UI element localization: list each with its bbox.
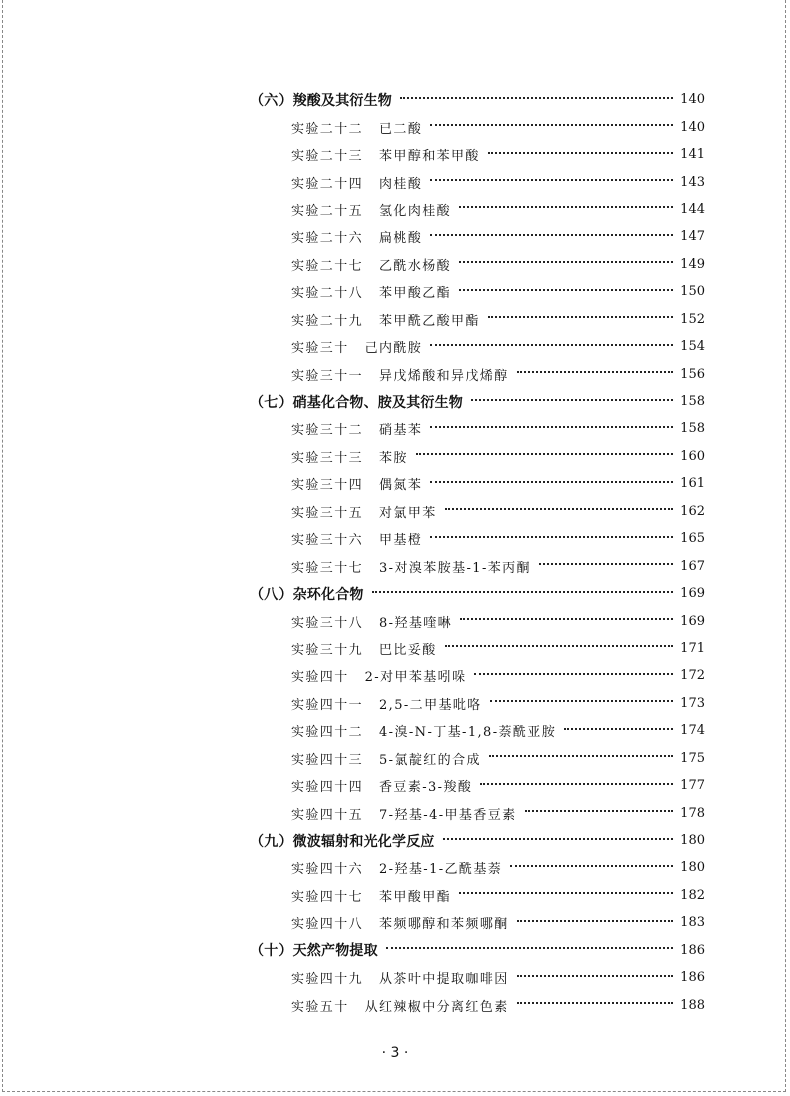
- experiment-title: 苯甲酸乙酯: [379, 286, 452, 302]
- page-ref: 188: [680, 997, 705, 1013]
- section-title: （九）微波辐射和光化学反应: [250, 833, 435, 850]
- experiment-title: 偶氮苯: [379, 478, 423, 494]
- page-ref: 186: [680, 970, 705, 986]
- dot-leader: [471, 399, 673, 401]
- experiment-title: 3-对溴苯胺基-1-苯丙酮: [379, 560, 531, 576]
- experiment-number: 实验二十四: [291, 176, 364, 192]
- dot-leader: [430, 344, 673, 346]
- toc-entry-row: [250, 607, 705, 634]
- experiment-title: 己内酰胺: [364, 341, 423, 357]
- page-ref: 149: [680, 256, 705, 272]
- page-ref: 178: [680, 805, 705, 821]
- dot-leader: [445, 508, 673, 510]
- experiment-number: 实验三十八: [291, 615, 364, 631]
- toc-entry-row: [250, 196, 705, 223]
- page-ref: 143: [680, 174, 705, 190]
- experiment-number: 实验四十: [291, 670, 349, 686]
- experiment-title: 2-对甲苯基吲哚: [364, 670, 467, 686]
- toc-entry-row: [250, 168, 705, 195]
- page-ref: 140: [680, 119, 705, 135]
- page-ref: 169: [680, 586, 705, 602]
- dot-leader: [372, 591, 673, 593]
- toc-section-row: [250, 86, 705, 113]
- experiment-number: 实验四十二: [291, 725, 364, 741]
- page-ref: 180: [680, 833, 705, 849]
- experiment-number: 实验二十六: [291, 231, 364, 247]
- dot-leader: [480, 783, 673, 785]
- experiment-title: 5-氯靛红的合成: [379, 752, 481, 768]
- page-ref: 158: [680, 421, 705, 437]
- page-ref: 141: [680, 147, 705, 163]
- experiment-number: 实验二十九: [291, 313, 364, 329]
- toc-entry-row: [250, 306, 705, 333]
- experiment-number: 实验三十: [291, 341, 349, 357]
- dot-leader: [430, 481, 673, 483]
- toc-entry-row: [250, 991, 705, 1018]
- page-ref: 162: [680, 503, 705, 519]
- page-ref: 182: [680, 887, 705, 903]
- dot-leader: [445, 645, 673, 647]
- toc-entry-row: [250, 772, 705, 799]
- experiment-title: 硝基苯: [379, 423, 423, 439]
- section-title: （十）天然产物提取: [250, 943, 378, 960]
- experiment-number: 实验三十九: [291, 642, 364, 658]
- experiment-number: 实验二十二: [291, 121, 364, 137]
- page-ref: 174: [680, 723, 705, 739]
- page-ref: 156: [680, 366, 705, 382]
- toc-entry-row: [250, 278, 705, 305]
- page-ref: 169: [680, 613, 705, 629]
- toc-entry-row: [250, 498, 705, 525]
- dot-leader: [517, 371, 673, 373]
- experiment-number: 实验四十五: [291, 807, 364, 823]
- toc-entry-row: [250, 251, 705, 278]
- toc-entry-row: [250, 552, 705, 579]
- page-ref: 158: [680, 394, 705, 410]
- toc-entry-row: [250, 799, 705, 826]
- page-ref: 180: [680, 860, 705, 876]
- dot-leader: [525, 810, 673, 812]
- toc-entry-row: [250, 854, 705, 881]
- experiment-number: 实验二十五: [291, 203, 364, 219]
- experiment-number: 实验四十六: [291, 862, 364, 878]
- toc-entry-row: [250, 745, 705, 772]
- experiment-number: 实验四十七: [291, 889, 364, 905]
- dot-leader: [564, 728, 673, 730]
- toc-entry-row: [250, 662, 705, 689]
- page-ref: 152: [680, 311, 705, 327]
- page-ref: 154: [680, 339, 705, 355]
- toc-section-row: [250, 937, 705, 964]
- experiment-title: 7-羟基-4-甲基香豆素: [379, 807, 517, 823]
- experiment-title: 氢化肉桂酸: [379, 203, 452, 219]
- page-ref: 173: [680, 695, 705, 711]
- dot-leader: [386, 947, 673, 949]
- experiment-number: 实验四十一: [291, 697, 364, 713]
- dot-leader: [474, 673, 673, 675]
- toc-entry-row: [250, 690, 705, 717]
- dot-leader: [430, 234, 673, 236]
- toc-entry-row: [250, 882, 705, 909]
- experiment-title: 8-羟基喹啉: [379, 615, 453, 631]
- page-number: · 3 ·: [381, 1045, 409, 1061]
- page-ref: 186: [680, 942, 705, 958]
- page-ref: 167: [680, 558, 705, 574]
- page-ref: 175: [680, 750, 705, 766]
- dot-leader: [460, 618, 673, 620]
- experiment-number: 实验二十七: [291, 258, 364, 274]
- experiment-title: 4-溴-N-丁基-1,8-萘酰亚胺: [379, 725, 557, 741]
- dot-leader: [459, 892, 673, 894]
- toc-entry-row: [250, 415, 705, 442]
- experiment-number: 实验五十: [291, 999, 349, 1015]
- experiment-title: 甲基橙: [379, 533, 423, 549]
- experiment-number: 实验三十六: [291, 533, 364, 549]
- page-ref: 150: [680, 284, 705, 300]
- section-title: （八）杂环化合物: [250, 586, 364, 603]
- section-title: （七）硝基化合物、胺及其衍生物: [250, 394, 463, 411]
- experiment-title: 苯胺: [379, 450, 408, 466]
- toc-entry-row: [250, 964, 705, 991]
- experiment-number: 实验四十八: [291, 917, 364, 933]
- dot-leader: [517, 1002, 673, 1004]
- toc-entry-row: [250, 223, 705, 250]
- toc-entry-row: [250, 443, 705, 470]
- dot-leader: [459, 261, 673, 263]
- dot-leader: [517, 920, 673, 922]
- experiment-number: 实验四十四: [291, 780, 364, 796]
- experiment-title: 巴比妥酸: [379, 642, 437, 658]
- table-of-contents: [250, 86, 705, 1019]
- page-ref: 161: [680, 476, 705, 492]
- toc-entry-row: [250, 360, 705, 387]
- page-ref: 144: [680, 201, 705, 217]
- experiment-number: 实验三十三: [291, 450, 364, 466]
- experiment-title: 对氯甲苯: [379, 505, 437, 521]
- dot-leader: [443, 838, 673, 840]
- dot-leader: [430, 426, 673, 428]
- experiment-title: 香豆素-3-羧酸: [379, 780, 473, 796]
- experiment-number: 实验三十五: [291, 505, 364, 521]
- dot-leader: [539, 563, 673, 565]
- toc-entry-row: [250, 635, 705, 662]
- experiment-number: 实验三十二: [291, 423, 364, 439]
- page-ref: 171: [680, 640, 705, 656]
- page-ref: 140: [680, 92, 705, 108]
- toc-section-row: [250, 827, 705, 854]
- toc-entry-row: [250, 717, 705, 744]
- page-ref: 160: [680, 448, 705, 464]
- dot-leader: [459, 289, 673, 291]
- experiment-number: 实验二十三: [291, 149, 364, 165]
- experiment-title: 异戊烯酸和异戊烯醇: [379, 368, 509, 384]
- page-ref: 177: [680, 778, 705, 794]
- experiment-title: 已二酸: [379, 121, 423, 137]
- page-ref: 147: [680, 229, 705, 245]
- page-ref: 172: [680, 668, 705, 684]
- page-ref: 165: [680, 531, 705, 547]
- experiment-title: 2,5-二甲基吡咯: [379, 697, 482, 713]
- experiment-title: 扁桃酸: [379, 231, 423, 247]
- experiment-title: 苯甲酸甲酯: [379, 889, 452, 905]
- section-title: （六）羧酸及其衍生物: [250, 92, 392, 109]
- dot-leader: [430, 124, 673, 126]
- dot-leader: [430, 179, 673, 181]
- dot-leader: [517, 975, 673, 977]
- experiment-title: 苯频哪醇和苯频哪酮: [379, 917, 509, 933]
- experiment-number: 实验四十三: [291, 752, 364, 768]
- experiment-number: 实验四十九: [291, 972, 364, 988]
- experiment-title: 2-羟基-1-乙酰基萘: [379, 862, 503, 878]
- dot-leader: [489, 755, 673, 757]
- toc-section-row: [250, 580, 705, 607]
- dot-leader: [488, 152, 673, 154]
- dot-leader: [400, 97, 673, 99]
- experiment-number: 实验三十一: [291, 368, 364, 384]
- experiment-title: 苯甲醇和苯甲酸: [379, 149, 480, 165]
- toc-entry-row: [250, 525, 705, 552]
- page-ref: 183: [680, 915, 705, 931]
- dot-leader: [430, 536, 673, 538]
- toc-entry-row: [250, 141, 705, 168]
- experiment-title: 肉桂酸: [379, 176, 423, 192]
- experiment-title: 乙酰水杨酸: [379, 258, 452, 274]
- toc-section-row: [250, 388, 705, 415]
- dot-leader: [510, 865, 673, 867]
- toc-entry-row: [250, 113, 705, 140]
- experiment-number: 实验三十四: [291, 478, 364, 494]
- toc-entry-row: [250, 909, 705, 936]
- experiment-number: 实验三十七: [291, 560, 364, 576]
- dot-leader: [416, 453, 673, 455]
- dot-leader: [488, 316, 673, 318]
- toc-entry-row: [250, 470, 705, 497]
- experiment-title: 苯甲酰乙酸甲酯: [379, 313, 480, 329]
- dot-leader: [459, 206, 673, 208]
- experiment-title: 从红辣椒中分离红色素: [364, 999, 509, 1015]
- experiment-title: 从茶叶中提取咖啡因: [379, 972, 509, 988]
- experiment-number: 实验二十八: [291, 286, 364, 302]
- toc-entry-row: [250, 333, 705, 360]
- dot-leader: [490, 700, 673, 702]
